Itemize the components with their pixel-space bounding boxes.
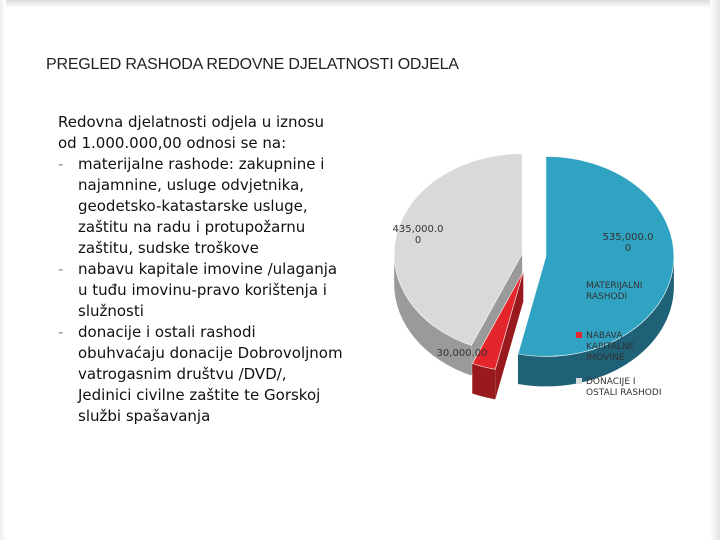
bullet-line: služnosti <box>78 302 144 320</box>
bullet-item <box>58 259 378 322</box>
pie-data-label: 30,000.00 <box>436 348 488 359</box>
bullet-line: nabavu kapitale imovine /ulaganja <box>78 260 338 278</box>
bullet-item <box>58 322 378 427</box>
bullet-line: vatrogasnim društvu /DVD/, <box>78 365 287 383</box>
legend-swatch <box>576 332 582 338</box>
bullet-line: Jedinici civilne zaštite te Gorskoj <box>78 386 321 404</box>
bullet-line: materijalne rashode: zakupnine i <box>78 155 325 173</box>
pie-chart-svg <box>380 150 720 530</box>
legend-swatch <box>576 378 582 384</box>
bullet-line: obuhvaćaju donacije Dobrovoljnom <box>78 344 343 362</box>
legend-label: NABAVA KAPITALNE IMOVINE <box>586 331 635 363</box>
body-text <box>58 112 378 427</box>
bullet-line: službi spašavanja <box>78 407 211 425</box>
slide-left-edge <box>0 0 6 540</box>
legend-swatch <box>576 282 582 288</box>
intro-line-2: od 1.000.000,00 odnosi se na: <box>58 134 287 152</box>
bullet-line: zaštitu na radu i protupožarnu <box>78 218 306 236</box>
legend-label: MATERIJALNI RASHODI <box>586 281 643 302</box>
slide-title: PREGLED RASHODA REDOVNE DJELATNOSTI ODJELA <box>46 56 459 73</box>
pie-chart <box>380 150 720 530</box>
intro-line-1: Redovna djelatnosti odjela u iznosu <box>58 113 325 131</box>
bullet-dash: - <box>58 155 64 173</box>
slide-top-edge <box>0 0 720 8</box>
bullet-line: geodetsko-katastarske usluge, <box>78 197 308 215</box>
legend-label: DONACIJE I OSTALI RASHODI <box>586 377 662 398</box>
bullet-dash: - <box>58 260 64 278</box>
bullet-line: donacije i ostali rashodi <box>78 323 256 341</box>
pie-data-label: 535,000.0 0 <box>602 232 654 254</box>
bullet-item <box>58 154 378 259</box>
bullet-line: zaštitu, sudske troškove <box>78 239 259 257</box>
bullet-line: u tuđu imovinu-pravo korištenja i <box>78 281 327 299</box>
bullet-line: najamnine, usluge odvjetnika, <box>78 176 305 194</box>
pie-data-label: 435,000.0 0 <box>392 224 444 246</box>
bullet-dash: - <box>58 323 64 341</box>
